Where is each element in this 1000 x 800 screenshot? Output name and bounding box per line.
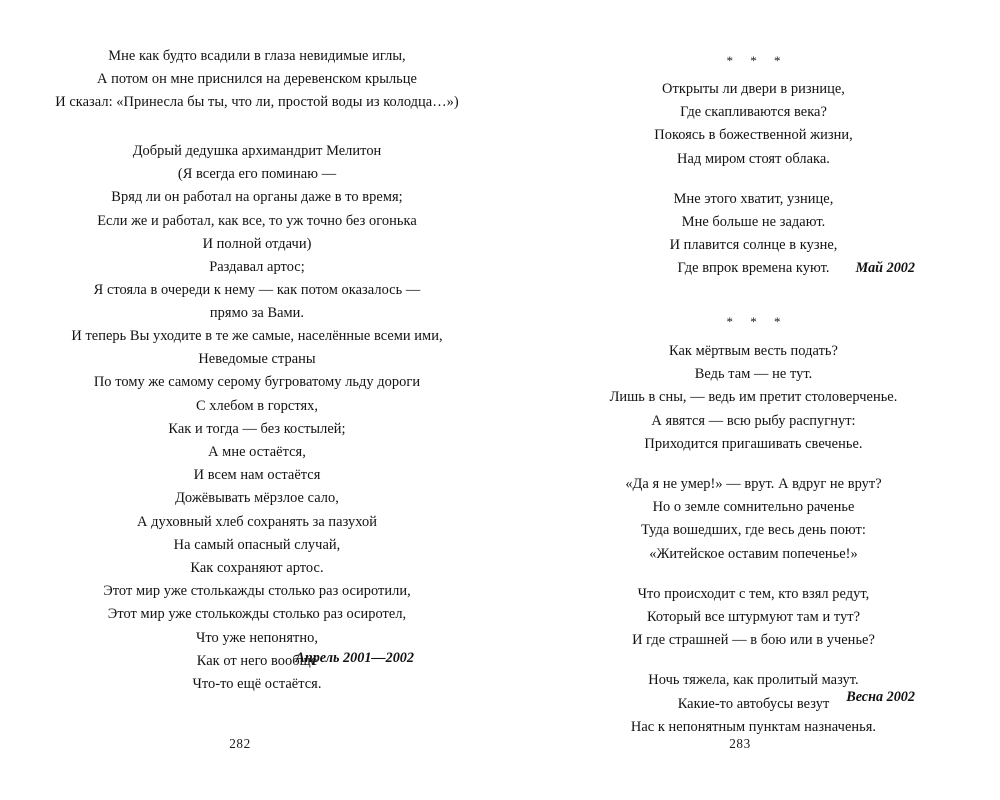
poem-date: Весна 2002 xyxy=(846,689,915,705)
right-page xyxy=(500,0,1000,800)
asterism: * * * xyxy=(726,314,788,329)
verse-line: На самый опасный случай, xyxy=(173,536,341,553)
verse-line: И теперь Вы уходите в те же самые, населённые всеми ими, xyxy=(71,328,443,344)
verse-line: Где скапливаются века? xyxy=(680,104,827,121)
verse-line: Как и тогда — без костылей; xyxy=(168,420,346,437)
verse-line: И плавится солнце в кузне, xyxy=(669,237,838,254)
verse-line: Ночь тяжела, как пролитый мазут. xyxy=(648,672,859,689)
verse-line: (Я всегда его поминаю — xyxy=(177,166,337,183)
verse-line: Приходится пригашивать свеченье. xyxy=(644,435,863,452)
verse-line: А явятся — всю рыбу распугнут: xyxy=(651,412,856,429)
verse-line: А мне остаётся, xyxy=(208,444,306,461)
verse-line: Что-то ещё остаётся. xyxy=(192,676,322,693)
verse-line: Где впрок времена куют. xyxy=(677,260,830,277)
verse-line: И полной отдачи) xyxy=(202,235,312,252)
left-poem-second-stanza xyxy=(0,140,500,326)
asterism: * * * xyxy=(726,53,788,68)
verse-line: Открыты ли двери в ризнице, xyxy=(662,81,845,97)
poem-date: Май 2002 xyxy=(855,260,915,276)
page-number-left: 282 xyxy=(229,736,251,751)
right-poem-first-date-wrap xyxy=(500,258,1000,278)
verse-line: Покоясь в божественной жизни, xyxy=(654,127,853,144)
verse-line: Какие-то автобусы везут xyxy=(677,695,830,712)
right-poem-second xyxy=(500,340,1000,739)
verse-line: Ведь там — не тут. xyxy=(694,366,813,383)
verse-line: С хлебом в горстях, xyxy=(195,397,319,414)
verse-line: Если же и работал, как все, то уж точно без огонька xyxy=(97,212,417,229)
verse-line: По тому же самому серому бугроватому льду дороги xyxy=(93,374,421,391)
verse-line: Лишь в сны, — ведь им претит столоверченье. xyxy=(609,389,898,406)
verse-line: Что происходит с тем, кто взял редут, xyxy=(637,585,870,602)
right-poem-second-date-wrap xyxy=(500,687,1000,707)
verse-line: Добрый дедушка архимандрит Мелитон xyxy=(132,143,382,159)
stanza xyxy=(552,340,955,456)
verse-line: Но о земле сомнительно раченье xyxy=(652,499,855,516)
left-poem-third-stanza xyxy=(0,325,500,696)
verse-line: Мне этого хватит, узнице, xyxy=(673,190,834,207)
verse-line: Нас к непонятным пунктам назначенья. xyxy=(630,718,877,735)
verse-line: Туда вошедших, где весь день поют: xyxy=(641,522,866,539)
verse-line: А потом он мне приснился на деревенском крыльце xyxy=(97,71,417,88)
right-poem-first xyxy=(500,78,1000,281)
left-poem-date-wrap xyxy=(0,648,500,668)
verse-line: Что уже непонятно, xyxy=(196,629,318,646)
stanza xyxy=(552,583,955,653)
verse-line: Мне как будто всадили в глаза невидимые иглы, xyxy=(108,48,406,64)
stanza xyxy=(552,473,955,566)
verse-line: Этот мир уже столькажды столько раз осиротили, xyxy=(103,583,411,600)
section-separator-second xyxy=(500,313,1000,331)
verse-line: Мне больше не задают. xyxy=(681,214,826,231)
verse-line: Как от него вообще xyxy=(196,652,318,669)
verse-line: Этот мир уже столькожды столько раз осиротел, xyxy=(107,606,407,623)
poem-date: Апрель 2001—2002 xyxy=(295,650,414,666)
verse-line: И сказал: «Принесла бы ты, что ли, простой воды из колодца…») xyxy=(55,94,459,111)
verse-line: Дожёвывать мёрзлое сало, xyxy=(175,490,339,507)
stanza xyxy=(52,45,462,115)
left-poem-fragment xyxy=(0,45,500,115)
verse-line: Который все штурмуют там и тут? xyxy=(646,609,861,626)
verse-line: Над миром стоят облака. xyxy=(677,150,830,167)
stanza xyxy=(552,78,955,171)
verse-line: Раздавал артос; xyxy=(209,259,305,276)
section-separator-first xyxy=(500,52,1000,70)
page-number-right: 283 xyxy=(729,736,751,751)
verse-line: Вряд ли он работал на органы даже в то время; xyxy=(111,189,403,206)
verse-line: И где страшней — в бою или в ученье? xyxy=(632,632,875,649)
verse-line: Я стояла в очереди к нему — как потом оказалось — xyxy=(93,282,421,299)
verse-line: И всем нам остаётся xyxy=(193,467,321,484)
verse-line: А духовный хлеб сохранять за пазухой xyxy=(137,513,377,530)
verse-line: Неведомые страны xyxy=(198,351,316,368)
verse-line: Как мёртвым весть подать? xyxy=(669,343,838,359)
stanza xyxy=(52,140,462,326)
verse-line: прямо за Вами. xyxy=(209,305,305,322)
verse-line: «Да я не умер!» — врут. А вдруг не врут? xyxy=(625,476,882,493)
verse-line: Как сохраняют артос. xyxy=(190,560,324,577)
stanza xyxy=(52,325,462,696)
verse-line: «Житейское оставим попеченье!» xyxy=(649,545,858,562)
